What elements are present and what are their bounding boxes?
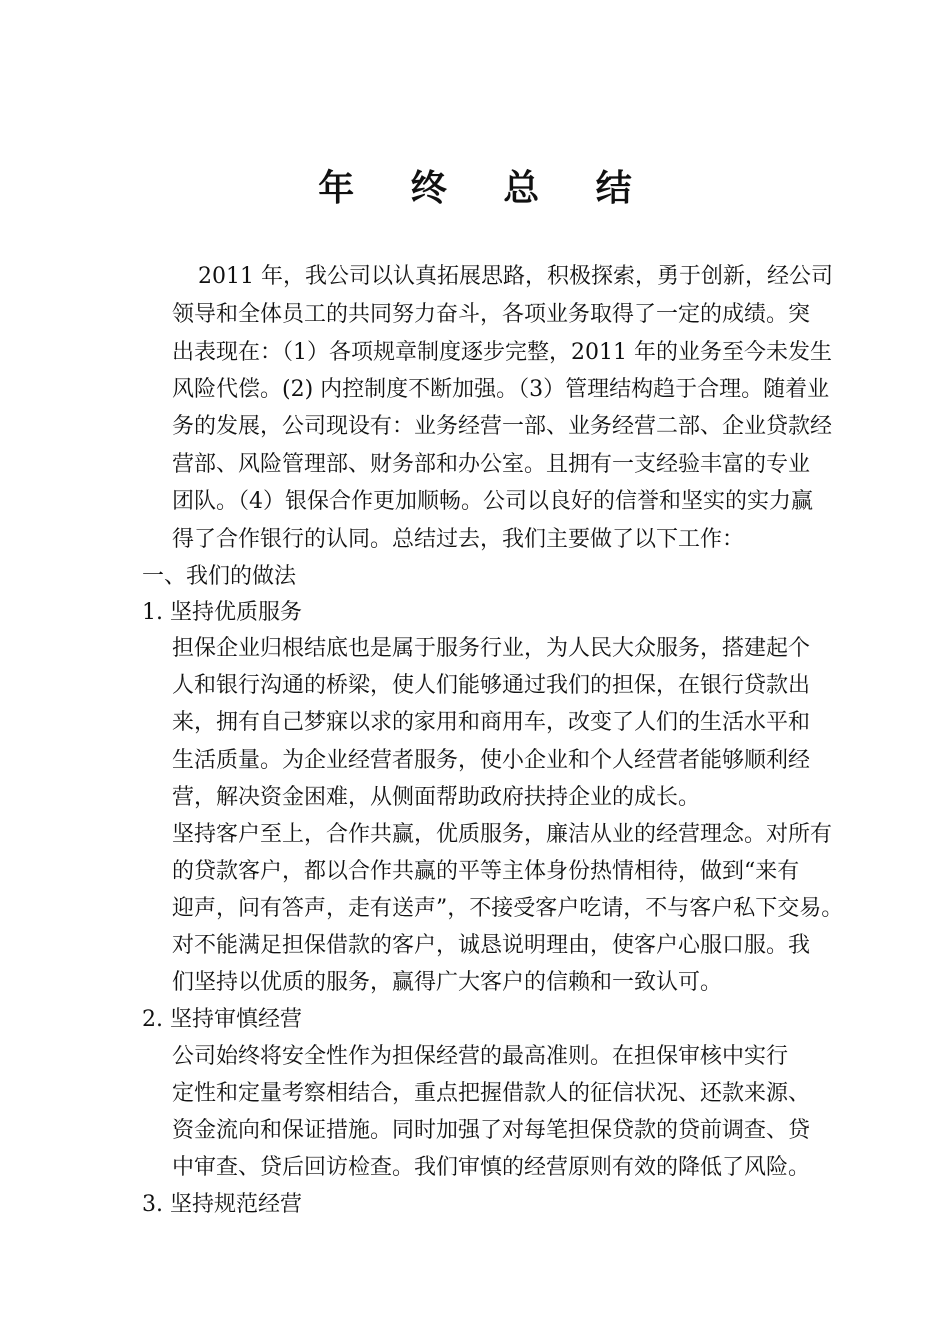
item1-line: 来，拥有自己梦寐以求的家用和商用车，改变了人们的生活水平和 (172, 710, 811, 735)
intro-line: 2011 年，我公司以认真拓展思路，积极探索，勇于创新，经公司 (198, 264, 833, 289)
item2-line: 定性和定量考察相结合，重点把握借款人的征信状况、还款来源、 (172, 1081, 811, 1106)
item1-line: 担保企业归根结底也是属于服务行业，为人民大众服务，搭建起个 (172, 636, 811, 661)
item2-line: 公司始终将安全性作为担保经营的最高准则。在担保审核中实行 (172, 1044, 789, 1069)
item-heading: 1. 坚持优质服务 (142, 600, 302, 625)
item2-line: 中审查、贷后回访检查。我们审慎的经营原则有效的降低了风险。 (172, 1155, 811, 1180)
intro-line: 团队。（4）银保合作更加顺畅。公司以良好的信誉和坚实的实力赢 (172, 489, 813, 514)
item1-line: 人和银行沟通的桥梁，使人们能够通过我们的担保，在银行贷款出 (172, 673, 811, 698)
item-heading: 3. 坚持规范经营 (142, 1192, 302, 1217)
item1-line: 生活质量。为企业经营者服务，使小企业和个人经营者能够顺利经 (172, 748, 811, 773)
item1-line: 对不能满足担保借款的客户，诚恳说明理由，使客户心服口服。我 (172, 933, 811, 958)
item1-line: 营，解决资金困难，从侧面帮助政府扶持企业的成长。 (172, 785, 701, 810)
intro-line: 务的发展，公司现设有：业务经营一部、业务经营二部、企业贷款经 (172, 414, 833, 439)
item1-line: 的贷款客户，都以合作共赢的平等主体身份热情相待，做到“来有 (172, 859, 800, 884)
item1-line: 坚持客户至上，合作共赢，优质服务，廉洁从业的经营理念。对所有 (172, 822, 833, 847)
intro-line: 出表现在：（1）各项规章制度逐步完整，2011 年的业务至今未发生 (172, 340, 832, 365)
intro-line: 营部、风险管理部、财务部和办公室。且拥有一支经验丰富的专业 (172, 452, 811, 477)
item2-line: 资金流向和保证措施。同时加强了对每笔担保贷款的贷前调查、贷 (172, 1118, 811, 1143)
section-heading: 一、我们的做法 (142, 564, 297, 589)
item1-line: 迎声，问有答声，走有送声”，不接受客户吃请，不与客户私下交易。 (172, 896, 844, 921)
intro-line: 领导和全体员工的共同努力奋斗，各项业务取得了一定的成绩。突 (172, 302, 811, 327)
item1-line: 们坚持以优质的服务，赢得广大客户的信赖和一致认可。 (172, 970, 723, 995)
intro-line: 风险代偿。(2) 内控制度不断加强。（3）管理结构趋于合理。随着业 (172, 377, 830, 402)
item-heading: 2. 坚持审慎经营 (142, 1007, 302, 1032)
page-title: 年 终 总 结 (318, 168, 654, 209)
intro-line: 得了合作银行的认同。总结过去，我们主要做了以下工作： (172, 527, 745, 552)
